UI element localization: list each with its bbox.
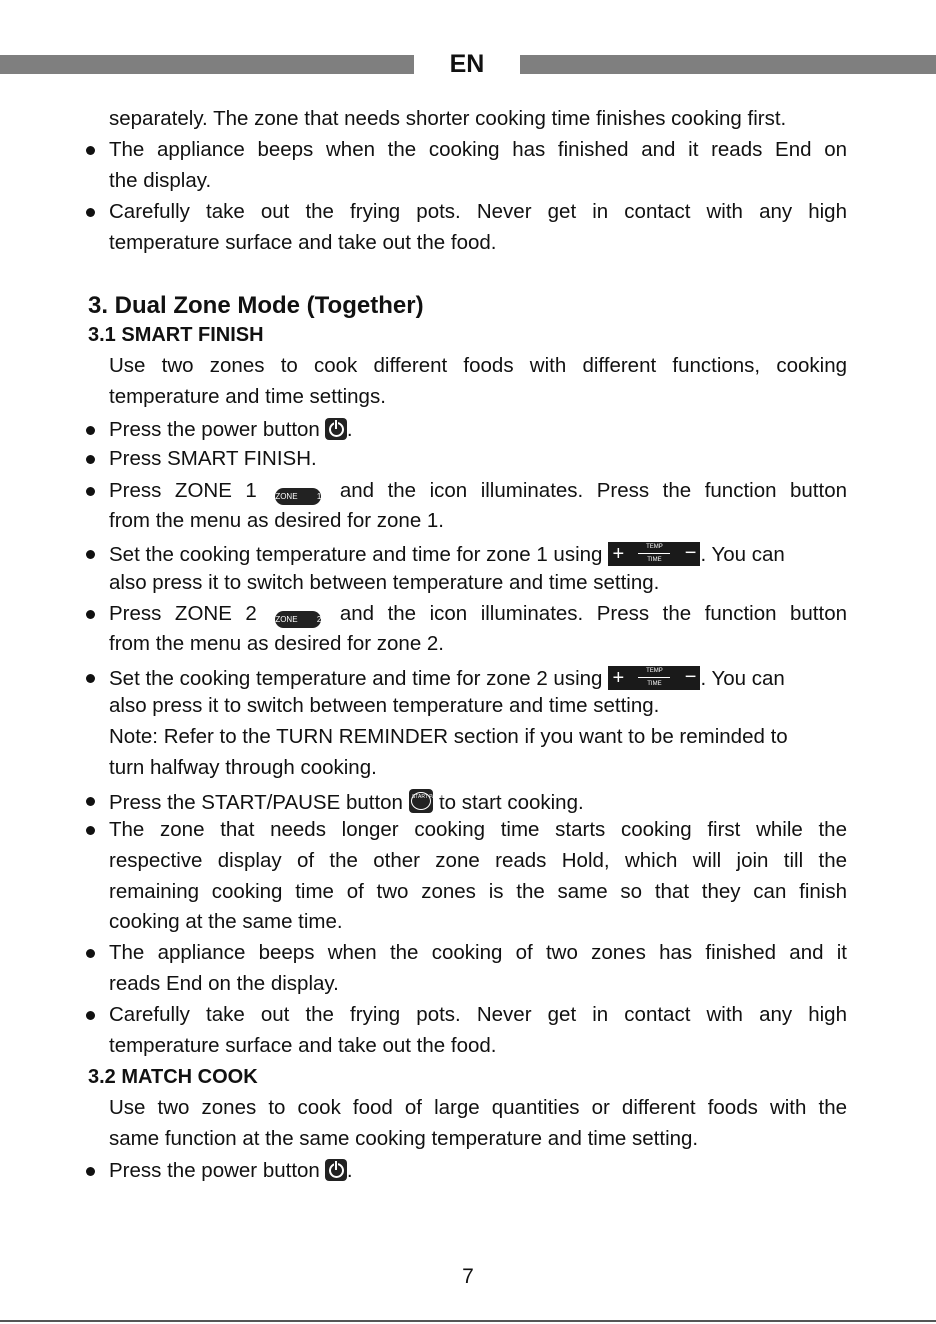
text-line: temperature and time settings.	[109, 385, 386, 408]
time-label: TIME	[647, 557, 662, 563]
bullet-icon	[86, 1011, 95, 1020]
zone1-button-icon: ZONE 1	[275, 488, 321, 505]
temp-label: TEMP	[646, 544, 663, 550]
divider	[638, 677, 670, 678]
text-line: cooking at the same time.	[109, 910, 343, 933]
minus-icon: −	[684, 666, 697, 688]
plus-icon: +	[612, 543, 625, 565]
text-line: also press it to switch between temperature and time setting.	[109, 571, 660, 594]
start-instruction	[109, 789, 847, 815]
text-line: Use two zones to cook food of large quantities or different foods with the	[109, 1096, 847, 1119]
text-fragment: and the icon illuminates. Press the function button	[339, 602, 848, 625]
zone2-instruction	[109, 602, 847, 628]
bullet-icon	[86, 146, 95, 155]
text-fragment: to start cooking.	[438, 791, 584, 814]
footer-rule	[0, 1320, 936, 1322]
text-line: The appliance beeps when the cooking has finished and it reads End on	[109, 138, 847, 161]
bullet-icon	[86, 455, 95, 464]
text-line: temperature surface and take out the food.	[109, 1034, 497, 1057]
text-fragment: and the icon illuminates. Press the function button	[339, 479, 848, 502]
text-fragment: Press ZONE 1	[109, 479, 257, 502]
power-instruction	[109, 1159, 847, 1183]
text-fragment: . You can	[700, 543, 785, 566]
set-zone1-instruction	[109, 542, 847, 567]
power-icon	[325, 418, 347, 440]
text-line: same function at the same cooking temperature and time setting.	[109, 1127, 699, 1150]
text-line: Use two zones to cook different foods with different functions, cooking	[109, 354, 847, 377]
text-line: from the menu as desired for zone 1.	[109, 509, 445, 532]
time-label: TIME	[647, 681, 662, 687]
bullet-icon	[86, 550, 95, 559]
text-fragment: . You can	[700, 667, 785, 690]
bullet-icon	[86, 949, 95, 958]
minus-icon: −	[684, 542, 697, 564]
language-label: EN	[449, 50, 485, 78]
text-fragment: Press the power button	[109, 418, 320, 441]
bullet-icon	[86, 674, 95, 683]
text-line: separately. The zone that needs shorter cooking time finishes cooking first.	[109, 107, 787, 130]
section-title: 3. Dual Zone Mode (Together)	[88, 292, 424, 319]
note-line: turn halfway through cooking.	[109, 756, 377, 779]
text-line: Carefully take out the frying pots. Never get in contact with any high	[109, 200, 847, 223]
power-instruction	[109, 418, 847, 442]
subsection-title: 3.2 MATCH COOK	[88, 1066, 258, 1088]
text-line: the display.	[109, 169, 212, 192]
bullet-icon	[86, 826, 95, 835]
header-bar-left	[0, 55, 414, 74]
bullet-icon	[86, 610, 95, 619]
set-zone2-instruction	[109, 666, 847, 691]
bullet-icon	[86, 797, 95, 806]
temp-time-control-icon	[608, 666, 700, 690]
bullet-icon	[86, 426, 95, 435]
text-line: from the menu as desired for zone 2.	[109, 632, 445, 655]
subsection-title: 3.1 SMART FINISH	[88, 324, 264, 346]
text-line: reads End on the display.	[109, 972, 339, 995]
page-number: 7	[462, 1265, 474, 1288]
zone1-instruction	[109, 479, 847, 505]
bullet-icon	[86, 487, 95, 496]
bullet-icon	[86, 1167, 95, 1176]
text-line: The zone that needs longer cooking time starts cooking first while the	[109, 818, 847, 841]
text-fragment: Press the power button	[109, 1159, 320, 1182]
text-line: remaining cooking time of two zones is the same so that they can finish	[109, 880, 847, 903]
text-fragment: Press the START/PAUSE button	[109, 791, 403, 814]
text-line: temperature surface and take out the food.	[109, 231, 497, 254]
temp-label: TEMP	[646, 668, 663, 674]
plus-icon: +	[612, 667, 625, 689]
temp-time-control-icon	[608, 542, 700, 566]
note-line: Note: Refer to the TURN REMINDER section if you want to be reminded to	[109, 725, 788, 748]
text-fragment: Press ZONE 2	[109, 602, 257, 625]
header-bar-right	[520, 55, 936, 74]
bullet-icon	[86, 208, 95, 217]
text-line: also press it to switch between temperature and time setting.	[109, 694, 660, 717]
text-fragment: .	[346, 418, 353, 441]
start-pause-label: START PAUSE	[411, 792, 431, 810]
power-icon	[325, 1159, 347, 1181]
zone2-button-icon: ZONE 2	[275, 611, 321, 628]
text-line: The appliance beeps when the cooking of two zones has finished and it	[109, 941, 847, 964]
start-pause-icon	[409, 789, 446, 813]
text-fragment: Set the cooking temperature and time for zone 1 using	[109, 543, 603, 566]
text-line: respective display of the other zone reads Hold, which will join till the	[109, 849, 847, 872]
text-fragment: .	[346, 1159, 353, 1182]
divider	[638, 553, 670, 554]
text-fragment: Set the cooking temperature and time for zone 2 using	[109, 667, 603, 690]
text-line: Press SMART FINISH.	[109, 447, 317, 470]
text-line: Carefully take out the frying pots. Never get in contact with any high	[109, 1003, 847, 1026]
